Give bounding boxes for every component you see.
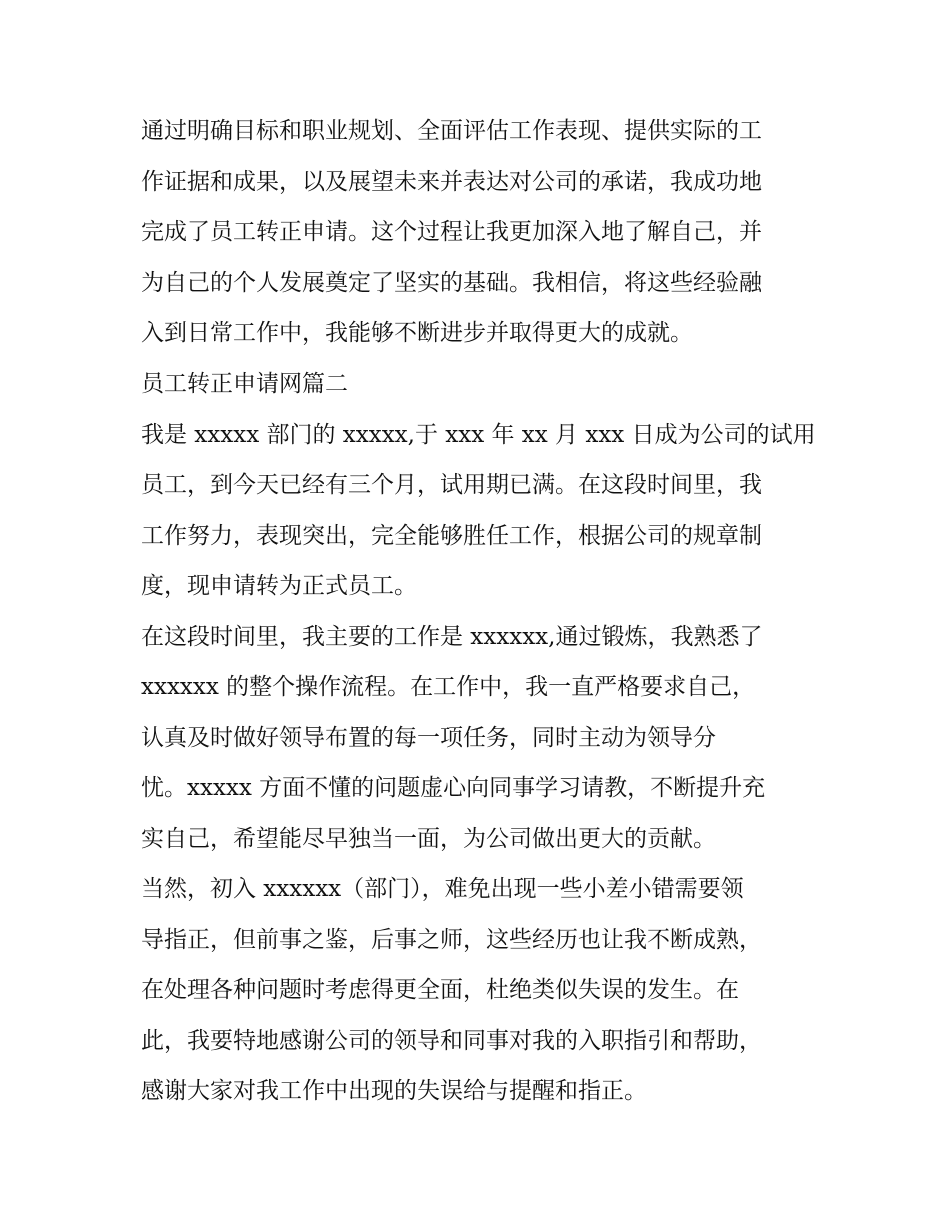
- text-line: 员工，到今天已经有三个月，试用期已满。在这段时间里，我: [141, 472, 762, 498]
- text-line: 作证据和成果，以及展望未来并表达对公司的承诺，我成功地: [141, 168, 762, 195]
- text-line: 在这段时间里，我主要的工作是 xxxxxx,通过锻炼，我熟悉了: [141, 623, 763, 650]
- body-paragraph-1: [141, 410, 821, 612]
- text-line: 入到日常工作中，我能够不断进步并取得更大的成就。: [141, 320, 693, 346]
- intro-paragraph: [141, 106, 821, 359]
- text-line: 工作努力，表现突出，完全能够胜任工作，根据公司的规章制: [141, 522, 762, 549]
- text-line: 度，现申请转为正式员工。: [141, 573, 417, 599]
- text-line: 忧。xxxxx 方面不懂的问题虚心向同事学习请教，不断提升充: [141, 775, 766, 801]
- text-line: 感谢大家对我工作中出现的失误给与提醒和指正。: [141, 1078, 647, 1104]
- text-line: 当然，初入 xxxxxx（部门），难免出现一些小差小错需要领: [141, 876, 744, 902]
- text-line: 实自己，希望能尽早独当一面，为公司做出更大的贡献。: [141, 825, 716, 852]
- text-line: 通过明确目标和职业规划、全面评估工作表现、提供实际的工: [141, 118, 762, 144]
- text-line: 为自己的个人发展奠定了坚实的基础。我相信，将这些经验融: [141, 269, 762, 296]
- body-paragraph-2: [141, 612, 821, 865]
- text-line: 我是 xxxxx 部门的 xxxxx,于 xxx 年 xx 月 xxx 日成为公司的试用: [141, 421, 816, 448]
- text-line: 导指正，但前事之鉴，后事之师，这些经历也让我不断成熟，: [141, 926, 762, 953]
- text-line: 完成了员工转正申请。这个过程让我更加深入地了解自己，并: [141, 219, 762, 245]
- text-line: 此，我要特地感谢公司的领导和同事对我的入职指引和帮助，: [141, 1027, 762, 1054]
- text-line: xxxxxx 的整个操作流程。在工作中，我一直严格要求自己，: [141, 674, 756, 700]
- body-paragraph-3: [141, 864, 821, 1117]
- document-body: [141, 106, 821, 1117]
- text-line: 在处理各种问题时考虑得更全面，杜绝类似失误的发生。在: [141, 977, 739, 1003]
- section-heading: 员工转正申请网篇二: [141, 370, 348, 397]
- text-line: 认真及时做好领导布置的每一项任务，同时主动为领导分: [141, 724, 716, 751]
